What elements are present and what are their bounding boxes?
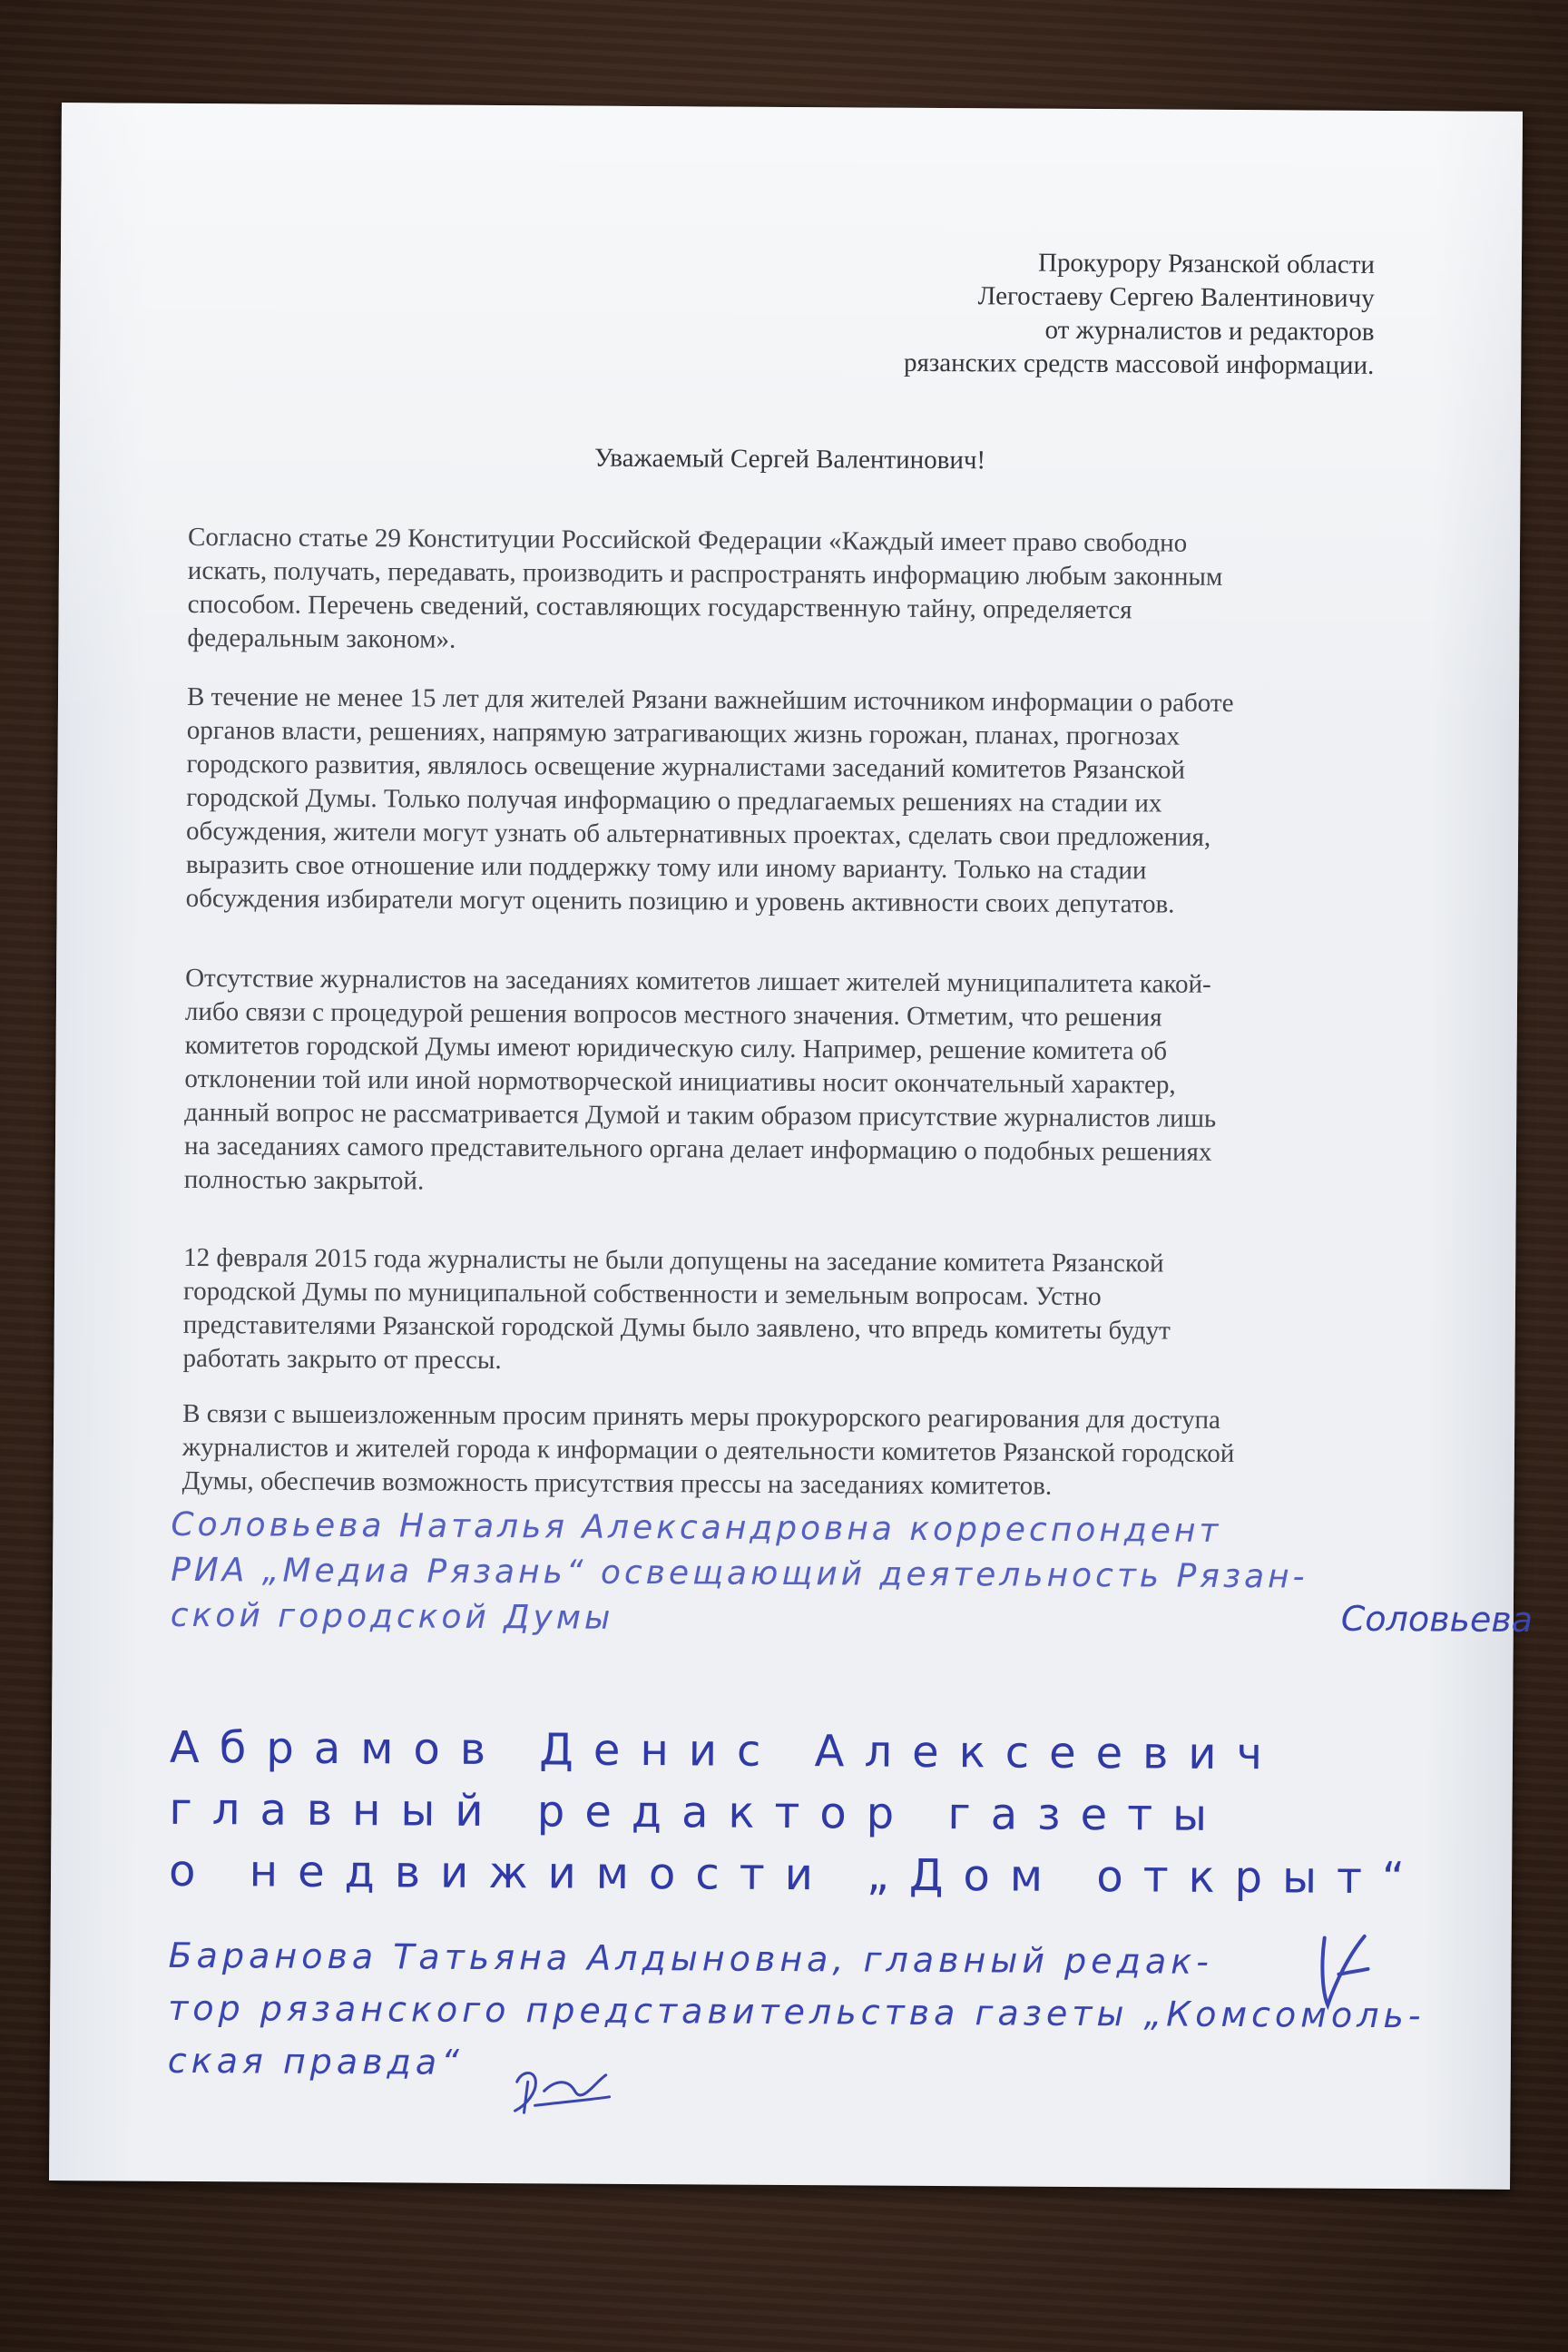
handwritten-line: о недвижимости „Дом открыт“	[168, 1845, 1426, 1905]
text-line: Согласно статье 29 Конституции Российской Федерации «Каждый имеет право свободно	[187, 522, 1188, 558]
addressee-line: Прокурору Рязанской области	[1037, 248, 1376, 279]
paragraph-5	[182, 1397, 1454, 1506]
text-line: обсуждения, жители могут узнать об альтернативных проектах, сделать свои предложения,	[186, 816, 1211, 852]
text-line: В течение не менее 15 лет для жителей Рязани важнейшим источником информации о работе	[186, 681, 1234, 718]
text-line: обсуждения избиратели могут оценить позицию и уровень активности своих депутатов.	[185, 883, 1175, 919]
text-line: городского развития, являлось освещение журналистами заседаний комитетов Рязанской	[186, 749, 1186, 785]
text-line: Думы, обеспечив возможность присутствия прессы на заседаниях комитетов.	[181, 1465, 1053, 1501]
paragraph-2	[186, 681, 1458, 924]
salutation: Уважаемый Сергей Валентинович!	[594, 443, 986, 475]
text-line: выразить свое отношение или поддержку тому или иному варианту. Только на стадии	[185, 849, 1147, 886]
addressee-line: от журналистов и редакторов	[1044, 315, 1375, 347]
text-line: городской Думы. Только получая информацию о предлагаемых решениях на стадии их	[186, 782, 1162, 818]
handwritten-line: Баранова Татьяна Алдыновна, главный редак-	[168, 1935, 1214, 1982]
handwritten-entry-1	[171, 1503, 1460, 1647]
addressee-block	[648, 244, 1375, 383]
handwritten-entry-2	[169, 1717, 1458, 1910]
text-line: либо связи с процедурой решения вопросов местного значения. Отметим, что решения	[184, 996, 1162, 1033]
text-line: на заседаниях самого представительного органа делает информацию о подобных решениях	[183, 1131, 1212, 1167]
text-line: представителями Рязанской городской Думы было заявлено, что впредь комитеты будут	[182, 1309, 1171, 1346]
paragraph-1	[187, 521, 1458, 663]
text-line: органов власти, решениях, напрямую затрагивающих жизнь горожан, планах, прогнозах	[186, 715, 1181, 751]
text-line: работать закрыто от прессы.	[182, 1343, 502, 1376]
paragraph-3	[184, 962, 1456, 1205]
text-line: Отсутствие журналистов на заседаниях комитетов лишает жителей муниципалитета какой-	[185, 963, 1211, 999]
text-line: В связи с вышеизложенным просим принять меры прокурорского реагирования для доступа	[182, 1398, 1221, 1435]
text-line: журналистов и жителей города к информации о деятельности комитетов Рязанской городской	[181, 1432, 1235, 1469]
letter-sheet	[49, 103, 1534, 2190]
text-line: комитетов городской Думы имеют юридическую силу. Например, решение комитета об	[184, 1030, 1168, 1066]
handwritten-line: Абрамов Денис Алексеевич	[169, 1721, 1283, 1780]
text-line: отклонении той или иной нормотворческой инициативы носит окончательный характер,	[184, 1063, 1176, 1100]
signature-mark-icon	[1311, 1929, 1376, 2011]
text-line: городской Думы по муниципальной собственности и земельным вопросам. Устно	[182, 1276, 1102, 1312]
addressee-line: рязанских средств массовой информации.	[903, 348, 1375, 380]
addressee-line: Легостаеву Сергею Валентиновичу	[977, 281, 1375, 313]
handwritten-line: ской городской Думы	[170, 1596, 614, 1637]
handwritten-line: Соловьева Наталья Александровна корреспондент	[171, 1505, 1222, 1550]
text-line: данный вопрос не рассматривается Думой и таким образом присутствие журналистов лишь	[184, 1097, 1217, 1133]
text-line: полностью закрытой.	[183, 1164, 425, 1196]
text-line: федеральным законом».	[187, 622, 456, 654]
handwritten-line: РИА „Медиа Рязань“ освещающий деятельность Рязан-	[171, 1551, 1308, 1596]
handwritten-entry-3	[168, 1929, 1457, 2095]
handwritten-line: главный редактор газеты	[169, 1783, 1228, 1841]
handwritten-line: тор рязанского представительства газеты „Комсомоль-	[168, 1987, 1426, 2036]
handwritten-line: ская правда“	[167, 2040, 464, 2082]
text-line: способом. Перечень сведений, составляющих государственную тайну, определяется	[187, 589, 1132, 625]
paragraph-4	[182, 1241, 1454, 1384]
text-line: искать, получать, передавать, производить и распространять информацию любым законным	[187, 555, 1223, 592]
signature-entry-1: Соловьева	[1340, 1598, 1534, 1641]
signature-icon	[507, 2054, 616, 2119]
text-line: 12 февраля 2015 года журналисты не были допущены на заседание комитета Рязанской	[183, 1242, 1164, 1279]
